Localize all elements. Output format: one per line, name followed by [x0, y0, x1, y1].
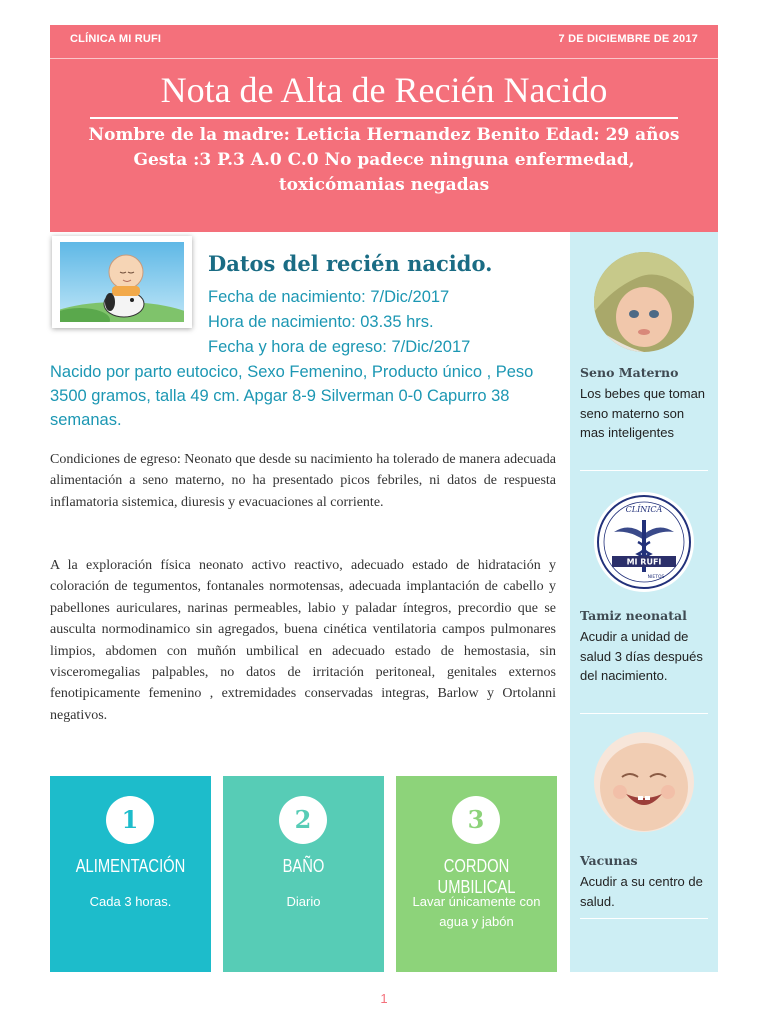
- discharge-date: Fecha y hora de egreso: 7/Dic/2017: [208, 338, 471, 356]
- newborn-section-title: Datos del recién nacido.: [208, 251, 493, 276]
- clinic-name: CLÍNICA MI RUFI: [70, 33, 162, 45]
- sidebar-divider: [580, 470, 708, 471]
- title-underline: [90, 117, 678, 119]
- physical-exam-paragraph: A la exploración física neonato activo reactivo, adecuado estado de hidratación y coloración de tegumentos, fontanales normotensas, adecuada implantación de cabello y pabellones auriculares, narinas permeables, labio y paladar íntegros, precordio que se ausculta normodinamico sin agregados, buena cinética ventilatoria campos pulmonares limpios, abdomen con muñón umbilical en adecuado estado de hemostasia, sin visceromegalias palpables, no datos de irritación peritoneal, genitales externos fenotipicamente femenino , extremidades conservadas integras, Barlow y Ortolanni negativos.: [50, 558, 556, 723]
- card-number: 1: [106, 796, 154, 844]
- header-banner: [50, 25, 718, 232]
- logo-top-text: CLÍNICA: [625, 505, 663, 514]
- sidebar-text-breastfeeding: Los bebes que toman seno materno son mas inteligentes: [580, 386, 706, 440]
- birth-details: Nacido por parto eutocico, Sexo Femenino, Producto único , Peso 3500 gramos, talla 49 cm. Apgar 8-9 Silverman 0-0 Capurro 38 semanas.: [50, 363, 534, 429]
- sidebar-title-neonatal-screening: Tamiz neonatal: [580, 608, 687, 623]
- card-umbilical-cord: [396, 776, 557, 972]
- card-label: ALIMENTACIÓN: [75, 856, 186, 876]
- discharge-conditions-paragraph: Condiciones de egreso: Neonato que desde su nacimiento ha tolerado de manera adecuada alimentación a seno materno, no ha presentado picos febriles, ni datos de respuesta inflamatoria sistemica, diuresis y evacuaciones al corriente.: [50, 452, 556, 510]
- header-divider: [50, 58, 718, 59]
- logo-band-text: MI RUFI: [626, 557, 662, 567]
- smiling-baby-photo: [594, 732, 694, 832]
- card-label: CORDON UMBILICAL: [437, 856, 516, 897]
- card-number: 3: [452, 796, 500, 844]
- mother-info: Nombre de la madre: Leticia Hernandez Benito Edad: 29 años Gesta :3 P.3 A.0 C.0 No padece ninguna enfermedad, toxicómanias negadas: [88, 125, 680, 195]
- card-label: BAÑO: [282, 856, 325, 876]
- sidebar-text-vaccines: Acudir a su centro de salud.: [580, 874, 703, 909]
- card-bath: [223, 776, 384, 972]
- sidebar-title-vaccines: Vacunas: [580, 853, 638, 868]
- card-description: Lavar únicamente con agua y jabón: [412, 894, 541, 929]
- sidebar-divider: [580, 918, 708, 919]
- document-date: 7 DE DICIEMBRE DE 2017: [558, 33, 698, 45]
- card-feeding: [50, 776, 211, 972]
- clinic-logo: [594, 492, 694, 592]
- sidebar: [570, 232, 718, 972]
- sidebar-text-neonatal-screening: Acudir a unidad de salud 3 días después del nacimiento.: [580, 629, 703, 683]
- cartoon-baby-snoopy-image: [60, 242, 184, 322]
- sidebar-divider: [580, 713, 708, 714]
- page-number: 1: [380, 991, 388, 1006]
- card-description: Cada 3 horas.: [89, 894, 172, 909]
- logo-small-text: NIETOS: [647, 575, 665, 580]
- card-number: 2: [279, 796, 327, 844]
- birth-date: Fecha de nacimiento: 7/Dic/2017: [208, 288, 450, 306]
- card-description: Diario: [286, 894, 321, 909]
- cartoon-photo: [52, 236, 192, 328]
- baby-blanket-photo: [594, 252, 694, 352]
- birth-time: Hora de nacimiento: 03.35 hrs.: [208, 313, 434, 331]
- page-title: Nota de Alta de Recién Nacido: [160, 70, 608, 110]
- sidebar-title-breastfeeding: Seno Materno: [580, 365, 679, 380]
